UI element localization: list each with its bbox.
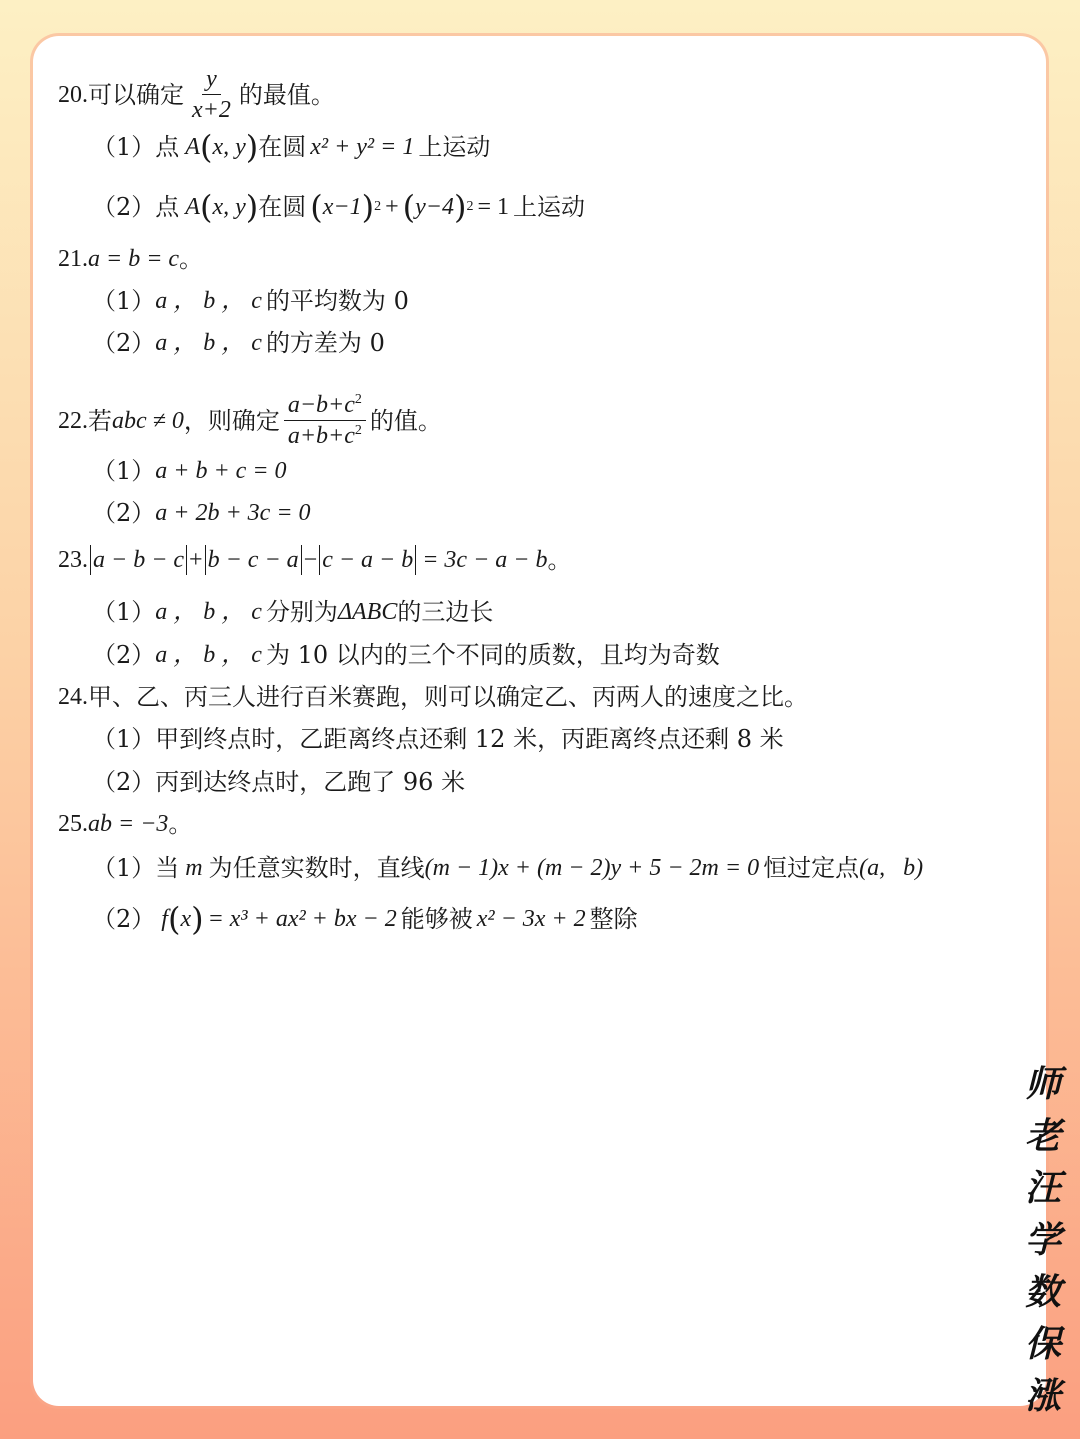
q23-end: 。 (547, 546, 572, 574)
q20-s1-t2: 在圆 (258, 133, 307, 161)
q23-s2-text: 为 10 以内的三个不同的质数，且均为奇数 (265, 641, 720, 669)
q25-s1-t2: 为任意实数时，直线 (208, 854, 425, 882)
q21-s1-label: （1） (92, 287, 156, 315)
q21-s1-text: 的平均数为 0 (265, 287, 409, 315)
q20-number: 20. (58, 81, 88, 108)
q24-text: 甲、乙、丙三人进行百米赛跑，则可以确定乙、丙两人的速度之比。 (88, 683, 808, 711)
q22-pre: 若 (88, 406, 112, 435)
q23-number: 23. (58, 547, 88, 573)
q24-number: 24. (58, 684, 88, 710)
question-25 (58, 809, 192, 839)
q23-s1-text2: 的三边长 (397, 598, 494, 626)
q22-s2-eq: a + 2b + 3c = 0 (155, 500, 311, 526)
q20-s2-eq-b: y−4 (415, 194, 454, 220)
wm-char-5: 数 (1024, 1271, 1061, 1313)
q23-sub1 (92, 597, 493, 627)
q20-s1-args: x, y (212, 134, 246, 160)
q22-fraction: $\frac{a-b+c^2}{a+b+c^2}$ (284, 392, 366, 449)
q22-number: 22. (58, 407, 88, 434)
q24-sub1 (92, 724, 784, 754)
q21-stmt: a = b = c (88, 246, 180, 272)
q21-sub2 (92, 328, 385, 358)
q23-s1-text: 分别为 (265, 598, 338, 626)
q25-s2-t2: 能够被 (400, 905, 473, 933)
q22-s1-label: （1） (92, 457, 156, 485)
q20-sub2: （2） 点 A ( x, y ) 在圆 ( x−1 ) 2 + ( y−4 ) 2 = 1 上运动 (92, 188, 585, 226)
q21-s1-vars: a ， b ， c (155, 288, 262, 314)
q25-s1-eq: (m − 1)x + (m − 2)y + 5 − 2m = 0 (424, 855, 760, 881)
q25-sub1 (92, 853, 923, 883)
q23-abs-2: b − c − a (205, 545, 302, 575)
q25-s2-eq: = x³ + ax² + bx − 2 (207, 906, 397, 932)
q24-s2-text: 丙到达终点时，乙跑了 96 米 (155, 768, 466, 796)
q22-post: 的值。 (369, 406, 442, 435)
q24-s1-label: （1） (92, 725, 156, 753)
q20-s1-eq: x² + y² = 1 (310, 134, 415, 160)
q20-s1-label: （1） (92, 133, 156, 161)
question-24 (58, 682, 808, 712)
q20-s2-eq-a: x−1 (322, 194, 362, 220)
q25-sub2: （2） f ( x ) = x³ + ax² + bx − 2 能够被 x² − 3x + 2 整除 (92, 900, 638, 938)
q20-s1-t1: 点 (155, 133, 180, 161)
q23-abs-1: a − b − c (90, 545, 187, 575)
q20-frac-num: y (202, 66, 221, 95)
q20-frac-den: x+2 (192, 97, 231, 123)
q21-s2-text: 的方差为 0 (265, 329, 385, 357)
wm-char-2: 老 (1024, 1115, 1061, 1157)
q25-stmt: ab = −3 (88, 811, 169, 837)
q22-s2-label: （2） (92, 499, 156, 527)
content-card (33, 36, 1046, 1406)
q20-s2-t3: 上运动 (512, 193, 585, 221)
q25-s1-t3: 恒过定点 (763, 854, 860, 882)
q23-sub2 (92, 640, 720, 670)
q24-s2-label: （2） (92, 768, 156, 796)
q25-s2-f: f (161, 906, 168, 932)
q23-rhs: = 3c − a − b (422, 547, 548, 573)
question-20 (58, 66, 335, 123)
wm-char-4: 学 (1024, 1219, 1061, 1261)
q22-mid: ，则确定 (183, 406, 280, 435)
q25-s2-divisor: x² − 3x + 2 (476, 906, 586, 932)
q22-frac-den: a+b+c (287, 423, 355, 449)
q24-s1-text: 甲到终点时，乙距离终点还剩 12 米，丙距离终点还剩 8 米 (155, 725, 784, 753)
q23-s1-label: （1） (92, 598, 156, 626)
q25-s2-t3: 整除 (589, 905, 638, 933)
q25-s1-t1: 当 (155, 854, 180, 882)
q22-frac-num: a−b+c (287, 392, 355, 418)
q21-end: 。 (179, 245, 204, 273)
q20-s2-t2: 在圆 (258, 193, 307, 221)
wm-char-1: 师 (1024, 1063, 1061, 1105)
q22-cond: abc ≠ 0 (112, 407, 184, 434)
q25-s1-point: (a, b) (859, 855, 924, 881)
q25-s2-fx: x (180, 906, 192, 932)
q20-s2-point: A (185, 194, 200, 220)
q20-fraction (188, 66, 235, 123)
question-22 (58, 392, 442, 449)
q20-s1-t3: 上运动 (418, 133, 491, 161)
q21-number: 21. (58, 246, 88, 272)
q25-s2-label: （2） (92, 905, 156, 933)
q22-sub2 (92, 498, 311, 528)
question-21 (58, 244, 203, 274)
q20-pre: 可以确定 (88, 80, 184, 109)
wm-char-7: 涨 (1024, 1375, 1061, 1417)
q20-s1-point: A (185, 134, 200, 160)
q21-s2-vars: a ， b ， c (155, 330, 262, 356)
q20-s2-label: （2） (92, 193, 156, 221)
q25-s1-var: m (185, 855, 203, 881)
q21-sub1 (92, 286, 409, 316)
q20-s2-t1: 点 (155, 193, 180, 221)
q20-sub1: （1） 点 A ( x, y ) 在圆 x² + y² = 1 上运动 (92, 128, 491, 166)
q23-s1-vars: a ， b ， c (155, 599, 262, 625)
q25-s1-label: （1） (92, 854, 156, 882)
q25-number: 25. (58, 811, 88, 837)
q20-s2-args: x, y (212, 194, 246, 220)
wm-char-6: 保 (1024, 1323, 1061, 1365)
q21-s2-label: （2） (92, 329, 156, 357)
question-23: 23. a − b − c + b − c − a − c − a − b = 3c − a − b 。 (58, 546, 572, 574)
wm-char-3: 汪 (1024, 1167, 1061, 1209)
q23-s2-label: （2） (92, 641, 156, 669)
q23-abs-3: c − a − b (319, 545, 416, 575)
q22-sub1 (92, 456, 287, 486)
q22-s1-eq: a + b + c = 0 (155, 458, 287, 484)
q23-s2-vars: a ， b ， c (155, 642, 262, 668)
q25-end: 。 (168, 810, 193, 838)
q24-sub2 (92, 767, 465, 797)
q23-s1-triangle: ΔABC (337, 599, 398, 625)
author-watermark (1018, 1058, 1068, 1422)
q20-s2-eq-end: = 1 (477, 194, 509, 220)
q20-post: 的最值。 (238, 80, 335, 109)
